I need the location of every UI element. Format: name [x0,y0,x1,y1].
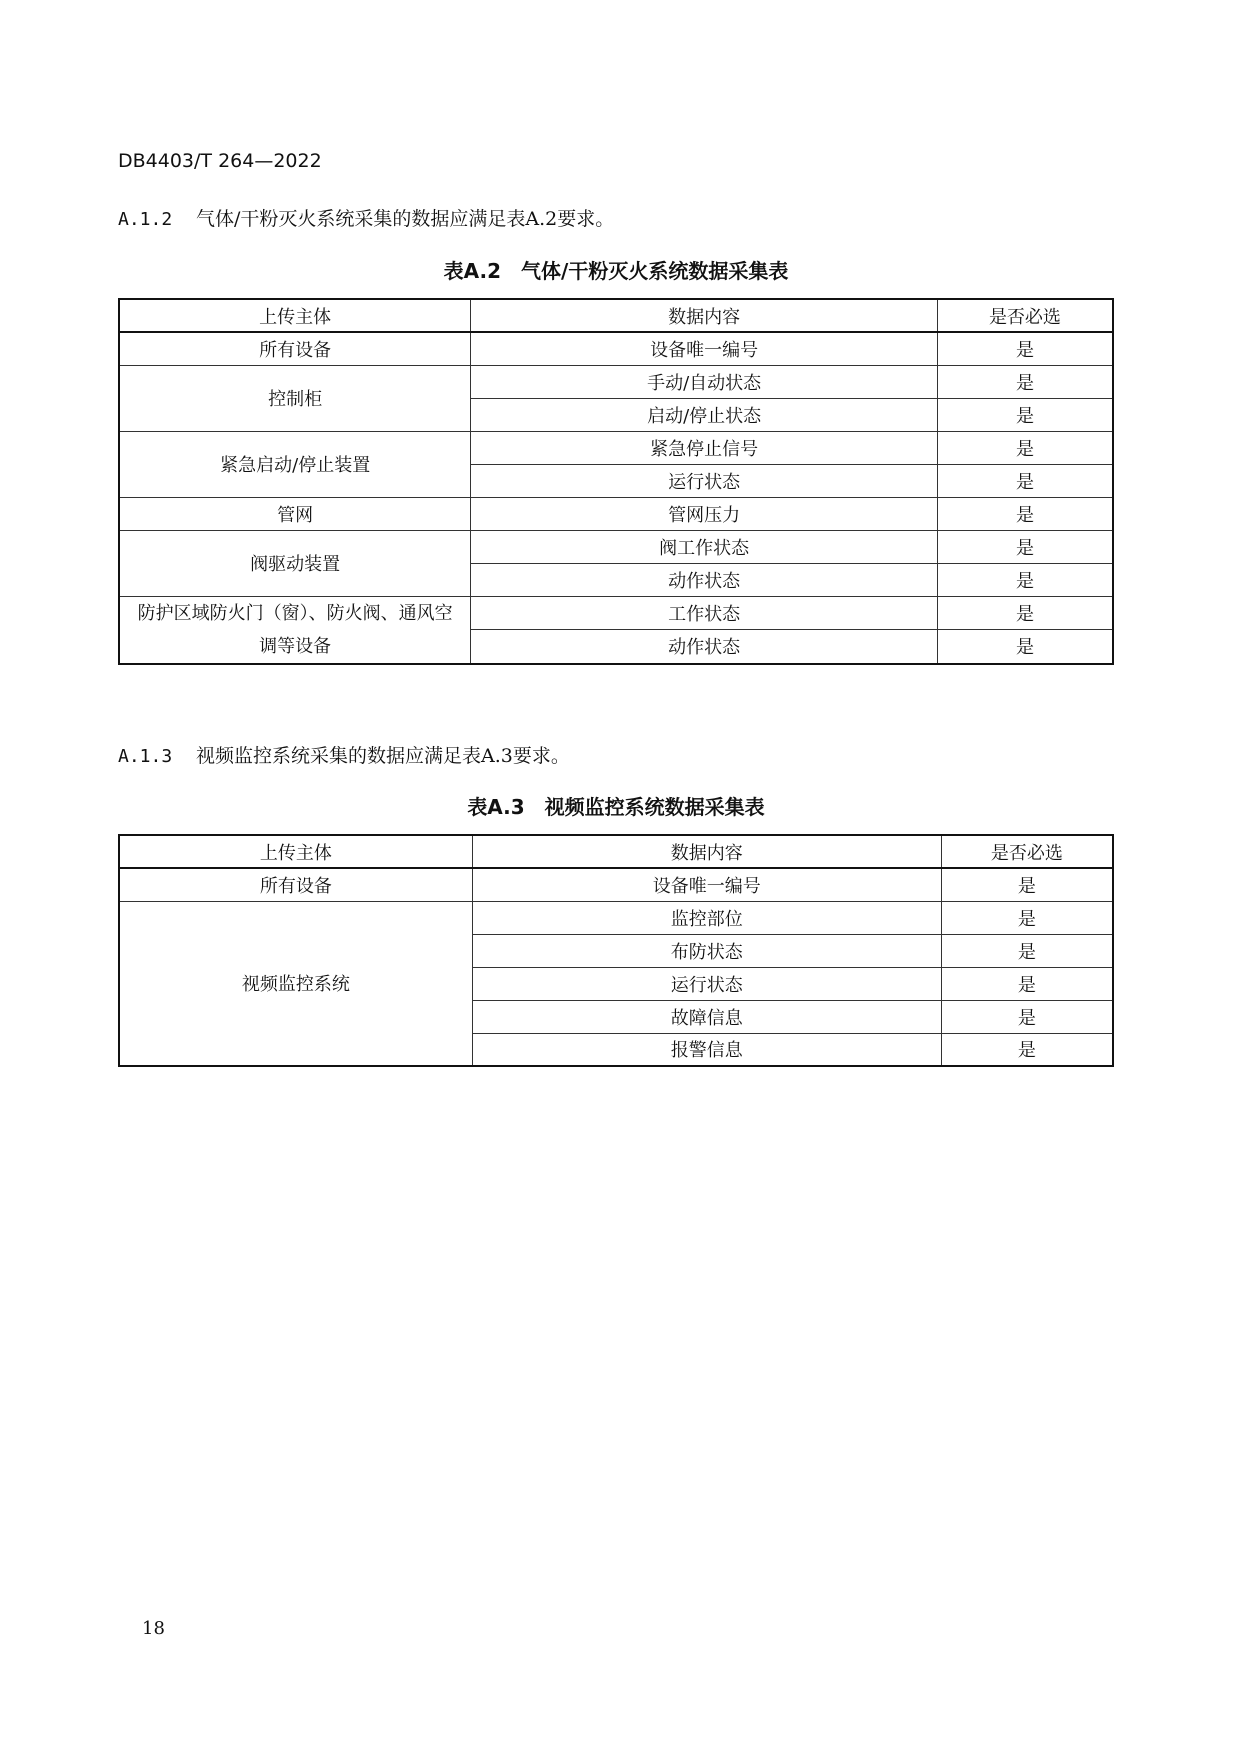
table-header-row [119,835,1113,868]
content-cell: 阀工作状态 [471,530,938,563]
table-title: 表A.3 视频监控系统数据采集表 [467,795,765,819]
required-cell: 是 [937,431,1113,464]
content-cell: 动作状态 [471,630,938,664]
table-row [119,332,1113,365]
required-cell: 是 [937,563,1113,596]
clause-a13 [118,741,570,768]
table-row [119,901,1113,934]
table-row [119,530,1113,563]
required-cell: 是 [937,530,1113,563]
content-cell: 运行状态 [471,464,938,497]
required-cell: 是 [941,967,1113,1000]
required-cell: 是 [937,398,1113,431]
clause-text: 气体/干粉灭火系统采集的数据应满足表A.2要求。 [196,208,615,230]
clause-text: 视频监控系统采集的数据应满足表A.3要求。 [196,745,570,767]
column-header: 是否必选 [941,835,1113,868]
column-header: 上传主体 [119,835,472,868]
subject-cell: 阀驱动装置 [119,530,471,596]
subject-line: 调等设备 [259,635,332,657]
content-cell: 布防状态 [472,934,941,967]
table-row [119,365,1113,398]
clause-number: A.1.2 [118,209,173,230]
data-table-a2 [118,298,1114,665]
required-cell: 是 [937,596,1113,630]
required-cell: 是 [941,901,1113,934]
required-cell: 是 [941,1000,1113,1033]
table-row [119,868,1113,901]
subject-cell [119,596,471,664]
subject-cell: 视频监控系统 [119,901,472,1066]
content-cell: 动作状态 [471,563,938,596]
subject-cell: 紧急启动/停止装置 [119,431,471,497]
content-cell: 紧急停止信号 [471,431,938,464]
content-cell: 设备唯一编号 [471,332,938,365]
content-cell: 运行状态 [472,967,941,1000]
clause-a12 [118,204,614,231]
content-cell: 报警信息 [472,1033,941,1066]
required-cell: 是 [937,464,1113,497]
data-table-a3 [118,834,1114,1067]
content-cell: 启动/停止状态 [471,398,938,431]
subject-line: 防护区域防火门（窗）、防火阀、通风空 [137,602,453,624]
table-header-row [119,299,1113,332]
required-cell: 是 [937,630,1113,664]
required-cell: 是 [941,934,1113,967]
required-cell: 是 [941,1033,1113,1066]
required-cell: 是 [941,868,1113,901]
required-cell: 是 [937,365,1113,398]
table-row [119,497,1113,530]
document-code: DB4403/T 264—2022 [118,150,322,172]
content-cell: 手动/自动状态 [471,365,938,398]
content-cell: 监控部位 [472,901,941,934]
required-cell: 是 [937,497,1113,530]
column-header: 数据内容 [472,835,941,868]
column-header: 数据内容 [471,299,938,332]
content-cell: 管网压力 [471,497,938,530]
table-title: 表A.2 气体/干粉灭火系统数据采集表 [443,259,789,283]
column-header: 是否必选 [937,299,1113,332]
subject-cell: 管网 [119,497,471,530]
content-cell: 工作状态 [471,596,938,630]
subject-cell: 控制柜 [119,365,471,431]
clause-number: A.1.3 [118,746,173,767]
table-row [119,431,1113,464]
subject-cell: 所有设备 [119,868,472,901]
table-row [119,596,1113,630]
content-cell: 故障信息 [472,1000,941,1033]
required-cell: 是 [937,332,1113,365]
content-cell: 设备唯一编号 [472,868,941,901]
column-header: 上传主体 [119,299,471,332]
page-number: 18 [142,1618,165,1639]
subject-cell: 所有设备 [119,332,471,365]
